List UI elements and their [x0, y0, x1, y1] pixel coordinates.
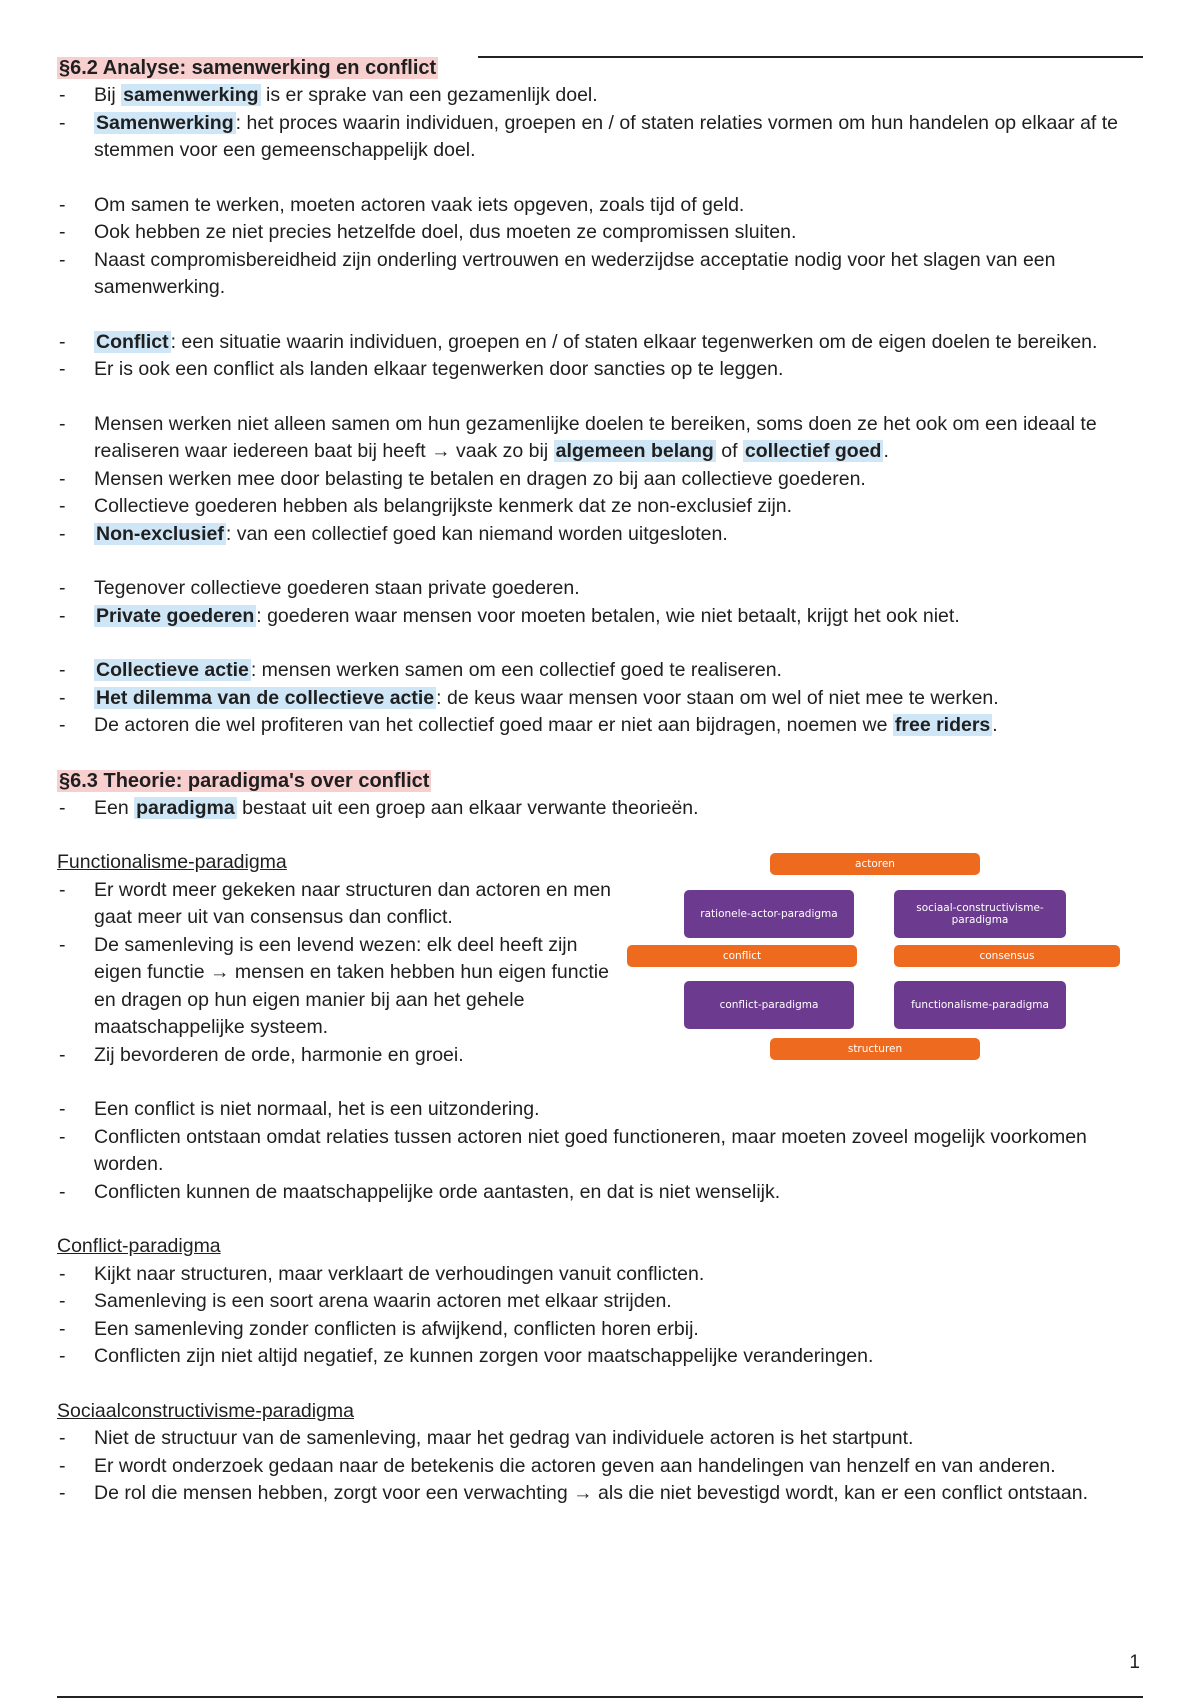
list-item: - Een conflict is niet normaal, het is een uitzondering. — [57, 1096, 1147, 1124]
list-item: - Ook hebben ze niet precies hetzelfde doel, dus moeten ze compromissen sluiten. — [57, 219, 1147, 247]
bullet-list — [57, 657, 1147, 740]
bullet-list — [57, 192, 1147, 302]
page-number: 1 — [1129, 1652, 1140, 1673]
bullet-list — [57, 795, 1147, 823]
diagram-functionalisme-paradigma: functionalisme-paradigma — [894, 981, 1066, 1029]
list-item: - Naast compromisbereidheid zijn onderling vertrouwen en wederzijdse acceptatie nodig voor het slagen van een samenwerking. — [57, 247, 1147, 302]
list-item: - Zij bevorderen de orde, harmonie en groei. — [57, 1042, 617, 1070]
list-item: - Bij samenwerking is er sprake van een gezamenlijk doel. — [57, 82, 1147, 110]
list-item: - Niet de structuur van de samenleving, maar het gedrag van individuele actoren is het startpunt. — [57, 1425, 1147, 1453]
subheading-sociaalconstructivisme: Sociaalconstructivisme-paradigma — [57, 1399, 354, 1422]
list-item: - De actoren die wel profiteren van het collectief goed maar er niet aan bijdragen, noemen we free riders . — [57, 712, 1147, 740]
diagram-rationele-actor: rationele-actor-paradigma — [684, 890, 854, 938]
diagram-structuren: structuren — [770, 1038, 980, 1060]
list-item: - Mensen werken mee door belasting te betalen en dragen zo bij aan collectieve goederen. — [57, 466, 1147, 494]
diagram-conflict: conflict — [627, 945, 857, 967]
list-item: - Conflicten zijn niet altijd negatief, ze kunnen zorgen voor maatschappelijke veranderingen. — [57, 1343, 1147, 1371]
bullet-list — [57, 1096, 1147, 1206]
bullet-list — [57, 329, 1147, 384]
list-item: - De samenleving is een levend wezen: elk deel heeft zijn eigen functie → mensen en taken hebben hun eigen functie en dragen op hun eigen manier bij aan het gehele maatschappelijke systeem. — [57, 932, 617, 1042]
paradigma-diagram — [627, 853, 1127, 1063]
list-item: - Om samen te werken, moeten actoren vaak iets opgeven, zoals tijd of geld. — [57, 192, 1147, 220]
diagram-consensus: consensus — [894, 945, 1120, 967]
section-heading-6-3: §6.3 Theorie: paradigma's over conflict — [59, 769, 430, 792]
list-item: - Er wordt onderzoek gedaan naar de betekenis die actoren geven aan handelingen van henzelf en van anderen. — [57, 1453, 1147, 1481]
list-item: - Collectieve goederen hebben als belangrijkste kenmerk dat ze non-exclusief zijn. — [57, 493, 1147, 521]
list-item: - Een paradigma bestaat uit een groep aan elkaar verwante theorieën. — [57, 795, 1147, 823]
list-item: - Tegenover collectieve goederen staan private goederen. — [57, 575, 1147, 603]
list-item: - Samenwerking : het proces waarin individuen, groepen en / of staten relaties vormen om hun handelen op elkaar af te stemmen voor een gemeenschappelijk doel. — [57, 110, 1147, 165]
bullet-list — [57, 411, 1147, 549]
list-item: - Private goederen : goederen waar mensen voor moeten betalen, wie niet betaalt, krijgt het ook niet. — [57, 603, 1147, 631]
bottom-rule — [57, 1696, 1143, 1698]
list-item: - Kijkt naar structuren, maar verklaart de verhoudingen vanuit conflicten. — [57, 1261, 1147, 1289]
subheading-functionalisme: Functionalisme-paradigma — [57, 851, 287, 873]
bullet-list — [57, 1425, 1147, 1508]
bullet-list — [57, 575, 1147, 630]
document-page — [57, 54, 1147, 1508]
diagram-sociaal-constructivisme: sociaal-constructivisme-paradigma — [894, 890, 1066, 938]
list-item: - De rol die mensen hebben, zorgt voor een verwachting → als die niet bevestigd wordt, kan er een conflict ontstaan. — [57, 1480, 1147, 1508]
list-item: - Conflict : een situatie waarin individuen, groepen en / of staten elkaar tegenwerken om de eigen doelen te bereiken. — [57, 329, 1147, 357]
bullet-list — [57, 1261, 1147, 1371]
list-item: - Conflicten kunnen de maatschappelijke orde aantasten, en dat is niet wenselijk. — [57, 1179, 1147, 1207]
list-item: - Non-exclusief : van een collectief goed kan niemand worden uitgesloten. — [57, 521, 1147, 549]
bullet-list — [57, 82, 1147, 165]
list-item: - Collectieve actie : mensen werken samen om een collectief goed te realiseren. — [57, 657, 1147, 685]
section-heading-6-2: §6.2 Analyse: samenwerking en conflict — [59, 57, 437, 79]
list-item: - Er is ook een conflict als landen elkaar tegenwerken door sancties op te leggen. — [57, 356, 1147, 384]
list-item: - Een samenleving zonder conflicten is afwijkend, conflicten horen erbij. — [57, 1316, 1147, 1344]
diagram-conflict-paradigma: conflict-paradigma — [684, 981, 854, 1029]
list-item: - Conflicten ontstaan omdat relaties tussen actoren niet goed functioneren, maar moeten zoveel mogelijk voorkomen worden. — [57, 1124, 1147, 1179]
list-item: - Er wordt meer gekeken naar structuren dan actoren en men gaat meer uit van consensus dan conflict. — [57, 877, 617, 932]
list-item: - Het dilemma van de collectieve actie : de keus waar mensen voor staan om wel of niet mee te werken. — [57, 685, 1147, 713]
list-item: - Mensen werken niet alleen samen om hun gezamenlijke doelen te bereiken, soms doen ze het ook om een ideaal te realiseren waar iedereen baat bij heeft → vaak zo bij algemeen belang of collectief goed . — [57, 411, 1147, 466]
subheading-conflict-paradigma: Conflict-paradigma — [57, 1235, 221, 1257]
diagram-actoren: actoren — [770, 853, 980, 875]
functionalisme-block — [57, 849, 1147, 1069]
bullet-list — [57, 877, 617, 1070]
list-item: - Samenleving is een soort arena waarin actoren met elkaar strijden. — [57, 1288, 1147, 1316]
